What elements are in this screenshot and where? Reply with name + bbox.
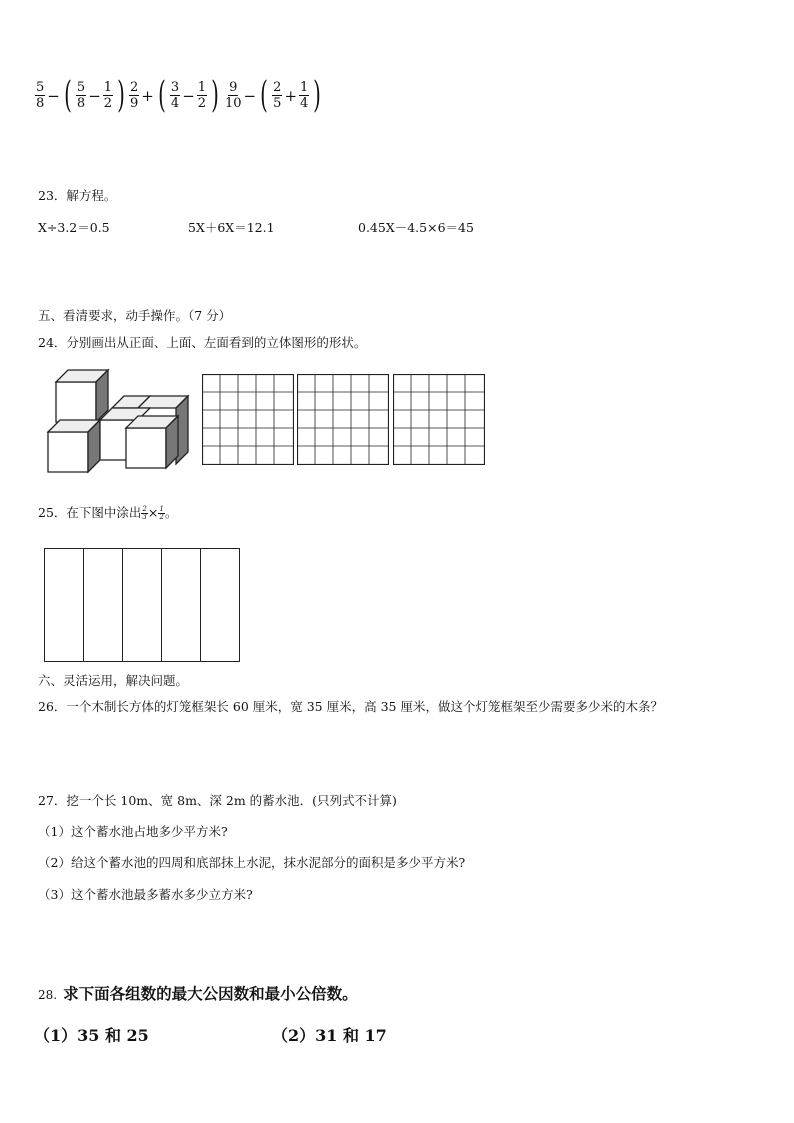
q23-equation-3: 0.45X－4.5×6＝45 xyxy=(358,220,474,235)
q28-sub-1: （1）35 和 25 xyxy=(34,1026,149,1045)
q27-sub-2: （2）给这个蓄水池的四周和底部抹上水泥，抹水泥部分的面积是多少平方米? xyxy=(38,855,466,870)
shading-rectangle[interactable] xyxy=(44,548,241,663)
grid-view-2[interactable] xyxy=(297,374,389,465)
q23-equation-2: 5X＋6X＝12.1 xyxy=(188,220,275,235)
fraction-expression-1: $\frac{5}{8}$ − ( $\frac{5}{8}$ − $\frac{1}{2}$ ) xyxy=(36,74,125,116)
section-6-heading: 六、灵活运用，解决问题。 xyxy=(38,673,189,688)
q23-title: 23．解方程。 xyxy=(38,188,117,203)
q27-sub-3: （3）这个蓄水池最多蓄水多少立方米? xyxy=(38,887,253,902)
fraction-expression-2: $\frac{2}{9}$ + ( $\frac{3}{4}$ − $\frac{1}{2}$ ) xyxy=(130,74,219,116)
section-5-heading: 五、看清要求，动手操作。（7 分） xyxy=(38,308,232,323)
q27-sub-1: （1）这个蓄水池占地多少平方米? xyxy=(38,824,228,839)
q28-title: 28. 求下面各组数的最大公因数和最小公倍数。 xyxy=(38,984,358,1003)
fraction-two-thirds: $\frac{2}{3}$ xyxy=(142,505,147,521)
q28-sub-2: （2）31 和 17 xyxy=(272,1026,387,1045)
fraction-expression-3: $\frac{9}{10}$ − ( $\frac{2}{5}$ + $\frac{1}{4}$ ) xyxy=(225,74,322,116)
q23-equation-1: X÷3.2＝0.5 xyxy=(38,220,110,235)
fraction-one-half: $\frac{1}{2}$ xyxy=(159,505,164,521)
q27-title: 27．挖一个长 10m、宽 8m、深 2m 的蓄水池．(只列式不计算) xyxy=(38,793,397,808)
grid-view-1[interactable] xyxy=(202,374,294,465)
grid-view-3[interactable] xyxy=(393,374,485,465)
q25-title: 25．在下图中涂出 $\frac{2}{3}$ × $\frac{1}{2}$ 。 xyxy=(38,505,178,521)
q26-text: 26．一个木制长方体的灯笼框架长 60 厘米，宽 35 厘米，高 35 厘米，做这个灯笼框架至少需要多少米的木条？ xyxy=(38,699,663,714)
cube-figure xyxy=(42,366,194,476)
q24-title: 24．分别画出从正面、上面、左面看到的立体图形的形状。 xyxy=(38,335,367,350)
